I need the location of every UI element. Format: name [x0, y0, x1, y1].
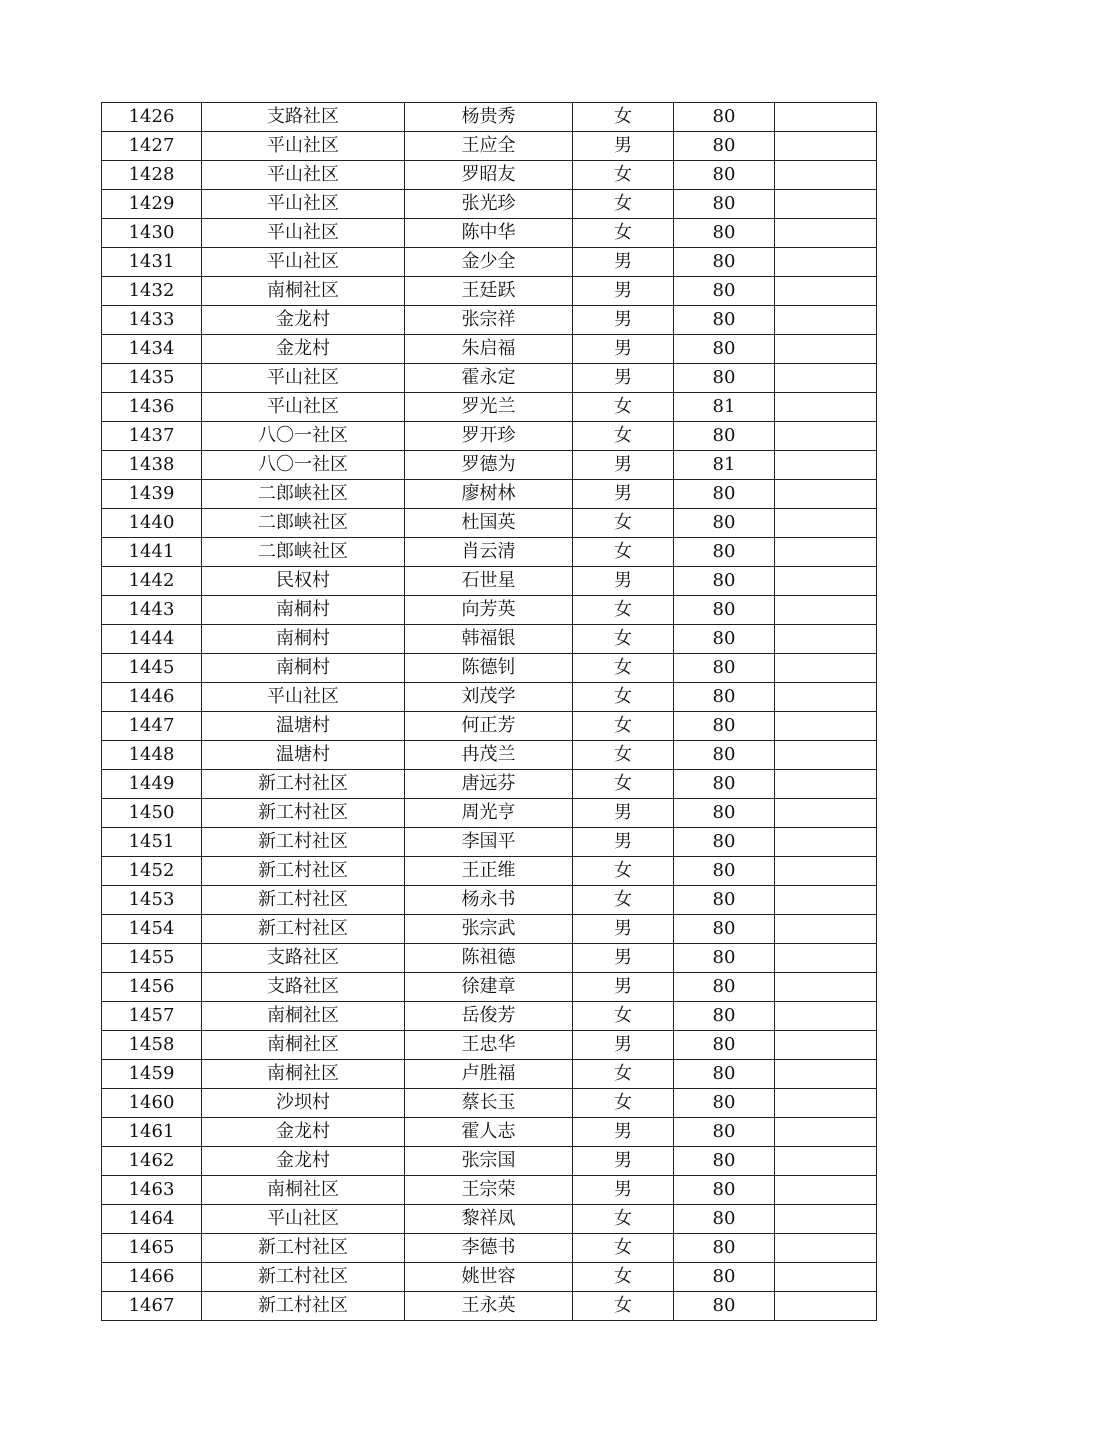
cell-age: 80	[674, 1234, 775, 1263]
cell-name: 石世星	[405, 567, 573, 596]
cell-name: 罗德为	[405, 451, 573, 480]
cell-gender: 女	[573, 1002, 674, 1031]
cell-id: 1441	[102, 538, 202, 567]
cell-age: 80	[674, 1263, 775, 1292]
cell-gender: 男	[573, 277, 674, 306]
cell-id: 1463	[102, 1176, 202, 1205]
cell-age: 80	[674, 567, 775, 596]
cell-community: 金龙村	[202, 306, 405, 335]
cell-community: 新工村社区	[202, 886, 405, 915]
cell-age: 80	[674, 306, 775, 335]
cell-id: 1466	[102, 1263, 202, 1292]
cell-name: 王宗荣	[405, 1176, 573, 1205]
table-row	[102, 132, 877, 161]
cell-age: 80	[674, 886, 775, 915]
cell-community: 沙坝村	[202, 1089, 405, 1118]
cell-remark	[775, 219, 877, 248]
table-row	[102, 741, 877, 770]
cell-id: 1447	[102, 712, 202, 741]
cell-remark	[775, 1292, 877, 1321]
cell-name: 杨永书	[405, 886, 573, 915]
cell-community: 支路社区	[202, 973, 405, 1002]
cell-age: 80	[674, 1031, 775, 1060]
cell-id: 1442	[102, 567, 202, 596]
table-row	[102, 857, 877, 886]
cell-age: 80	[674, 190, 775, 219]
cell-name: 王正维	[405, 857, 573, 886]
cell-community: 新工村社区	[202, 915, 405, 944]
cell-age: 81	[674, 451, 775, 480]
cell-gender: 女	[573, 393, 674, 422]
cell-age: 80	[674, 683, 775, 712]
cell-name: 朱启福	[405, 335, 573, 364]
table-row	[102, 1118, 877, 1147]
cell-remark	[775, 1060, 877, 1089]
table-row	[102, 103, 877, 132]
cell-remark	[775, 335, 877, 364]
cell-id: 1428	[102, 161, 202, 190]
cell-community: 平山社区	[202, 393, 405, 422]
cell-community: 支路社区	[202, 103, 405, 132]
cell-remark	[775, 799, 877, 828]
cell-remark	[775, 741, 877, 770]
cell-id: 1455	[102, 944, 202, 973]
table-row	[102, 219, 877, 248]
cell-name: 罗昭友	[405, 161, 573, 190]
table-row	[102, 509, 877, 538]
table-row	[102, 683, 877, 712]
table-row	[102, 973, 877, 1002]
cell-gender: 男	[573, 480, 674, 509]
cell-community: 新工村社区	[202, 770, 405, 799]
cell-gender: 女	[573, 1234, 674, 1263]
cell-community: 温塘村	[202, 741, 405, 770]
cell-gender: 女	[573, 741, 674, 770]
table-row	[102, 190, 877, 219]
cell-gender: 男	[573, 944, 674, 973]
cell-community: 南桐社区	[202, 1176, 405, 1205]
cell-name: 霍人志	[405, 1118, 573, 1147]
cell-community: 南桐社区	[202, 1031, 405, 1060]
cell-id: 1437	[102, 422, 202, 451]
cell-gender: 男	[573, 1176, 674, 1205]
cell-community: 平山社区	[202, 248, 405, 277]
cell-name: 张光珍	[405, 190, 573, 219]
cell-id: 1435	[102, 364, 202, 393]
table-row	[102, 422, 877, 451]
cell-gender: 女	[573, 886, 674, 915]
cell-community: 金龙村	[202, 335, 405, 364]
cell-age: 80	[674, 944, 775, 973]
cell-age: 80	[674, 828, 775, 857]
cell-id: 1458	[102, 1031, 202, 1060]
cell-community: 八〇一社区	[202, 451, 405, 480]
cell-name: 周光亨	[405, 799, 573, 828]
cell-community: 新工村社区	[202, 799, 405, 828]
table-row	[102, 886, 877, 915]
cell-remark	[775, 1118, 877, 1147]
cell-name: 杜国英	[405, 509, 573, 538]
cell-name: 陈中华	[405, 219, 573, 248]
cell-age: 80	[674, 1002, 775, 1031]
cell-name: 金少全	[405, 248, 573, 277]
cell-gender: 女	[573, 857, 674, 886]
cell-gender: 女	[573, 654, 674, 683]
cell-community: 平山社区	[202, 683, 405, 712]
cell-gender: 男	[573, 915, 674, 944]
table-row	[102, 538, 877, 567]
table-row	[102, 828, 877, 857]
cell-gender: 女	[573, 190, 674, 219]
table-row	[102, 1234, 877, 1263]
cell-community: 金龙村	[202, 1118, 405, 1147]
cell-age: 80	[674, 712, 775, 741]
cell-remark	[775, 364, 877, 393]
cell-remark	[775, 103, 877, 132]
cell-community: 平山社区	[202, 190, 405, 219]
cell-age: 80	[674, 364, 775, 393]
cell-name: 刘茂学	[405, 683, 573, 712]
cell-community: 平山社区	[202, 132, 405, 161]
cell-gender: 女	[573, 1263, 674, 1292]
cell-remark	[775, 1234, 877, 1263]
document-page	[101, 102, 876, 1321]
cell-gender: 男	[573, 973, 674, 1002]
cell-gender: 女	[573, 509, 674, 538]
cell-remark	[775, 625, 877, 654]
cell-age: 80	[674, 335, 775, 364]
cell-id: 1467	[102, 1292, 202, 1321]
cell-gender: 女	[573, 770, 674, 799]
cell-id: 1459	[102, 1060, 202, 1089]
table-row	[102, 1176, 877, 1205]
cell-remark	[775, 567, 877, 596]
cell-name: 王应全	[405, 132, 573, 161]
roster-table	[101, 102, 877, 1321]
cell-age: 80	[674, 654, 775, 683]
cell-remark	[775, 1002, 877, 1031]
table-row	[102, 306, 877, 335]
cell-remark	[775, 393, 877, 422]
table-row	[102, 335, 877, 364]
cell-age: 80	[674, 741, 775, 770]
cell-gender: 女	[573, 1060, 674, 1089]
cell-name: 陈祖德	[405, 944, 573, 973]
cell-id: 1443	[102, 596, 202, 625]
cell-id: 1457	[102, 1002, 202, 1031]
cell-community: 平山社区	[202, 1205, 405, 1234]
table-row	[102, 161, 877, 190]
cell-id: 1460	[102, 1089, 202, 1118]
cell-gender: 女	[573, 1205, 674, 1234]
cell-name: 李国平	[405, 828, 573, 857]
table-row	[102, 480, 877, 509]
table-row	[102, 1147, 877, 1176]
cell-remark	[775, 1205, 877, 1234]
cell-community: 二郎峡社区	[202, 538, 405, 567]
cell-id: 1465	[102, 1234, 202, 1263]
cell-id: 1446	[102, 683, 202, 712]
table-row	[102, 451, 877, 480]
cell-remark	[775, 161, 877, 190]
cell-community: 新工村社区	[202, 828, 405, 857]
cell-name: 王廷跃	[405, 277, 573, 306]
cell-id: 1445	[102, 654, 202, 683]
cell-id: 1427	[102, 132, 202, 161]
table-row	[102, 567, 877, 596]
cell-age: 80	[674, 1089, 775, 1118]
cell-remark	[775, 770, 877, 799]
cell-age: 80	[674, 770, 775, 799]
cell-gender: 女	[573, 1292, 674, 1321]
cell-age: 80	[674, 596, 775, 625]
cell-remark	[775, 915, 877, 944]
cell-id: 1439	[102, 480, 202, 509]
cell-age: 80	[674, 1205, 775, 1234]
cell-id: 1438	[102, 451, 202, 480]
cell-remark	[775, 712, 877, 741]
cell-id: 1464	[102, 1205, 202, 1234]
cell-remark	[775, 857, 877, 886]
cell-name: 唐远芬	[405, 770, 573, 799]
cell-gender: 男	[573, 364, 674, 393]
cell-name: 廖树林	[405, 480, 573, 509]
cell-id: 1440	[102, 509, 202, 538]
cell-community: 支路社区	[202, 944, 405, 973]
cell-id: 1433	[102, 306, 202, 335]
cell-community: 南桐社区	[202, 277, 405, 306]
table-row	[102, 277, 877, 306]
cell-community: 新工村社区	[202, 857, 405, 886]
cell-id: 1452	[102, 857, 202, 886]
cell-remark	[775, 886, 877, 915]
table-row	[102, 915, 877, 944]
cell-age: 80	[674, 422, 775, 451]
cell-remark	[775, 1031, 877, 1060]
cell-name: 张宗国	[405, 1147, 573, 1176]
cell-remark	[775, 683, 877, 712]
cell-gender: 女	[573, 103, 674, 132]
cell-community: 金龙村	[202, 1147, 405, 1176]
cell-age: 80	[674, 103, 775, 132]
cell-name: 李德书	[405, 1234, 573, 1263]
table-row	[102, 944, 877, 973]
table-row	[102, 625, 877, 654]
cell-id: 1432	[102, 277, 202, 306]
cell-age: 80	[674, 480, 775, 509]
cell-age: 80	[674, 1176, 775, 1205]
cell-id: 1444	[102, 625, 202, 654]
cell-gender: 女	[573, 161, 674, 190]
cell-remark	[775, 306, 877, 335]
cell-remark	[775, 828, 877, 857]
cell-id: 1461	[102, 1118, 202, 1147]
cell-gender: 男	[573, 248, 674, 277]
cell-community: 新工村社区	[202, 1263, 405, 1292]
cell-name: 韩福银	[405, 625, 573, 654]
cell-gender: 男	[573, 451, 674, 480]
table-row	[102, 1263, 877, 1292]
cell-age: 80	[674, 973, 775, 1002]
cell-name: 陈德钊	[405, 654, 573, 683]
cell-gender: 男	[573, 799, 674, 828]
cell-gender: 男	[573, 567, 674, 596]
cell-gender: 男	[573, 1147, 674, 1176]
cell-id: 1450	[102, 799, 202, 828]
table-row	[102, 799, 877, 828]
cell-id: 1429	[102, 190, 202, 219]
cell-name: 黎祥凤	[405, 1205, 573, 1234]
cell-name: 冉茂兰	[405, 741, 573, 770]
table-row	[102, 248, 877, 277]
cell-name: 向芳英	[405, 596, 573, 625]
table-row	[102, 596, 877, 625]
cell-community: 新工村社区	[202, 1292, 405, 1321]
cell-gender: 女	[573, 625, 674, 654]
table-row	[102, 770, 877, 799]
cell-age: 80	[674, 799, 775, 828]
cell-gender: 女	[573, 712, 674, 741]
cell-age: 80	[674, 1060, 775, 1089]
cell-community: 平山社区	[202, 364, 405, 393]
cell-gender: 男	[573, 335, 674, 364]
cell-gender: 男	[573, 306, 674, 335]
cell-age: 80	[674, 915, 775, 944]
cell-id: 1456	[102, 973, 202, 1002]
cell-community: 新工村社区	[202, 1234, 405, 1263]
cell-gender: 女	[573, 683, 674, 712]
cell-id: 1453	[102, 886, 202, 915]
cell-remark	[775, 596, 877, 625]
table-row	[102, 1002, 877, 1031]
cell-remark	[775, 944, 877, 973]
cell-name: 徐建章	[405, 973, 573, 1002]
table-row	[102, 712, 877, 741]
cell-name: 罗开珍	[405, 422, 573, 451]
cell-id: 1454	[102, 915, 202, 944]
cell-community: 平山社区	[202, 219, 405, 248]
cell-gender: 男	[573, 132, 674, 161]
cell-remark	[775, 480, 877, 509]
cell-age: 80	[674, 219, 775, 248]
cell-id: 1431	[102, 248, 202, 277]
cell-gender: 女	[573, 538, 674, 567]
cell-gender: 女	[573, 219, 674, 248]
table-row	[102, 1031, 877, 1060]
cell-remark	[775, 422, 877, 451]
cell-remark	[775, 509, 877, 538]
table-row	[102, 1089, 877, 1118]
table-row	[102, 1060, 877, 1089]
cell-name: 蔡长玉	[405, 1089, 573, 1118]
cell-id: 1462	[102, 1147, 202, 1176]
cell-age: 80	[674, 277, 775, 306]
cell-remark	[775, 538, 877, 567]
cell-name: 岳俊芳	[405, 1002, 573, 1031]
cell-age: 80	[674, 248, 775, 277]
table-row	[102, 364, 877, 393]
cell-name: 张宗祥	[405, 306, 573, 335]
cell-id: 1436	[102, 393, 202, 422]
cell-remark	[775, 248, 877, 277]
cell-gender: 女	[573, 1089, 674, 1118]
cell-name: 王忠华	[405, 1031, 573, 1060]
table-row	[102, 1205, 877, 1234]
cell-name: 卢胜福	[405, 1060, 573, 1089]
cell-community: 二郎峡社区	[202, 509, 405, 538]
cell-community: 南桐村	[202, 596, 405, 625]
cell-name: 王永英	[405, 1292, 573, 1321]
cell-age: 80	[674, 161, 775, 190]
cell-name: 肖云清	[405, 538, 573, 567]
cell-age: 80	[674, 538, 775, 567]
cell-remark	[775, 277, 877, 306]
cell-remark	[775, 1147, 877, 1176]
cell-gender: 男	[573, 1031, 674, 1060]
cell-community: 民权村	[202, 567, 405, 596]
cell-gender: 男	[573, 828, 674, 857]
cell-id: 1430	[102, 219, 202, 248]
table-row	[102, 654, 877, 683]
cell-age: 80	[674, 132, 775, 161]
cell-remark	[775, 1089, 877, 1118]
cell-community: 八〇一社区	[202, 422, 405, 451]
cell-remark	[775, 1263, 877, 1292]
cell-community: 南桐社区	[202, 1060, 405, 1089]
cell-remark	[775, 654, 877, 683]
cell-id: 1451	[102, 828, 202, 857]
cell-name: 杨贵秀	[405, 103, 573, 132]
cell-community: 南桐村	[202, 625, 405, 654]
cell-remark	[775, 190, 877, 219]
cell-id: 1448	[102, 741, 202, 770]
cell-community: 平山社区	[202, 161, 405, 190]
cell-remark	[775, 1176, 877, 1205]
table-row	[102, 393, 877, 422]
cell-age: 80	[674, 1147, 775, 1176]
cell-remark	[775, 973, 877, 1002]
cell-age: 81	[674, 393, 775, 422]
cell-gender: 男	[573, 1118, 674, 1147]
cell-remark	[775, 132, 877, 161]
cell-name: 张宗武	[405, 915, 573, 944]
table-row	[102, 1292, 877, 1321]
cell-age: 80	[674, 857, 775, 886]
cell-name: 姚世容	[405, 1263, 573, 1292]
cell-community: 南桐社区	[202, 1002, 405, 1031]
cell-name: 霍永定	[405, 364, 573, 393]
cell-id: 1434	[102, 335, 202, 364]
cell-age: 80	[674, 509, 775, 538]
cell-remark	[775, 451, 877, 480]
cell-community: 二郎峡社区	[202, 480, 405, 509]
cell-community: 温塘村	[202, 712, 405, 741]
cell-age: 80	[674, 1292, 775, 1321]
cell-age: 80	[674, 1118, 775, 1147]
cell-name: 何正芳	[405, 712, 573, 741]
roster-table-body	[102, 103, 877, 1321]
cell-gender: 女	[573, 422, 674, 451]
cell-id: 1426	[102, 103, 202, 132]
cell-age: 80	[674, 625, 775, 654]
cell-community: 南桐村	[202, 654, 405, 683]
cell-name: 罗光兰	[405, 393, 573, 422]
cell-id: 1449	[102, 770, 202, 799]
cell-gender: 女	[573, 596, 674, 625]
